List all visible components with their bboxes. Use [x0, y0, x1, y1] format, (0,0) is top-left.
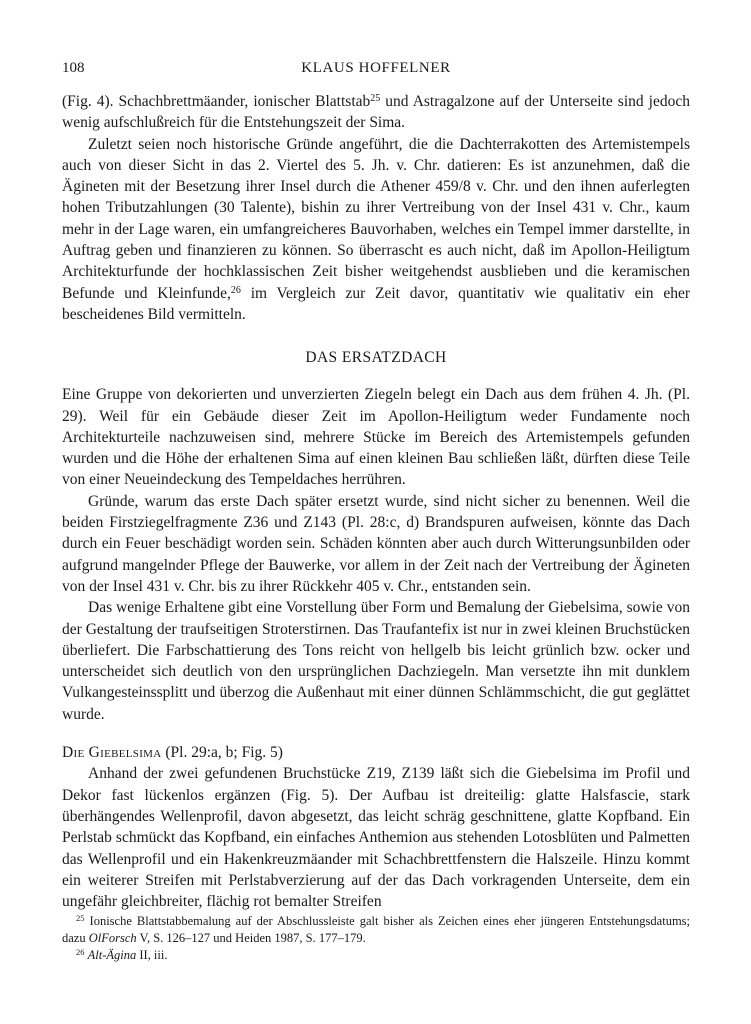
paragraph-reasons: Gründe, warum das erste Dach später ersetzt wurde, sind nicht sicher zu benennen. Weil die beiden Firstziegelfragmente Z36 und Z143 (Pl. 28:c, d) Brandspuren aufweisen, könnte das Dach durch ein Feuer beschädigt worden sein. Schäden könnten aber auch durch Witterungsunbilden oder aufgrund mangelnder Pflege der Bauwerke, vor allem in der Zeit nach der Vertreibung der Ägineten von der Insel 431 v. Chr. bis zu ihrer Rückkehr 405 v. Chr., entstanden sein.	[62, 492, 690, 595]
footnote-text: II, iii.	[136, 948, 168, 962]
footnote-number: 26	[76, 947, 85, 957]
paragraph-historical-reasons	[62, 134, 690, 326]
running-header	[62, 60, 690, 80]
footnote-italic: Alt-Ägina	[87, 948, 137, 962]
page-number: 108	[62, 60, 85, 76]
footnote-number: 25	[76, 913, 85, 923]
footnotes	[62, 913, 690, 964]
subsection-ref: (Pl. 29:a, b; Fig. 5)	[161, 744, 283, 762]
text-run: und Astragalzone auf der Unterseite sind jedoch wenig aufschlußreich für die Entstehungszeit der Sima.	[62, 93, 690, 132]
running-head-author: KLAUS HOFFELNER	[301, 60, 451, 76]
footnote-text: V, S. 126–127 und Heiden 1987, S. 177–179.	[136, 931, 366, 945]
footnote-26	[62, 947, 690, 964]
footnote-ref-25[interactable]: 25	[370, 93, 381, 104]
subsection-title: Die Giebelsima	[62, 744, 162, 762]
paragraph-continued	[62, 91, 690, 134]
footnote-italic: OlForsch	[88, 931, 137, 945]
paragraph-description: Das wenige Erhaltene gibt eine Vorstellung über Form und Bemalung der Giebelsima, sowie von der Gestaltung der traufseitigen Stroterstirnen. Das Traufantefix ist nur in zwei kleinen Bruchstücken überliefert. Die Farbschattierung des Tons reicht von hellgelb bis leicht grünlich bzw. ocker und unterscheidet sich deutlich von den ursprünglichen Dachziegeln. Man versetzte ihn mit dunklem Vulkangesteinssplitt und überzog die Außenhaut mit einer dünnen Schlämmschicht, die gut geglättet wurde.	[62, 599, 690, 723]
footnote-25	[62, 913, 690, 947]
footnote-text: Ionische Blattstabbemalung auf der Abschlussleiste galt bisher als Zeichen eines eher jüngeren Entstehungsdatums; dazu	[62, 914, 690, 945]
paragraph-giebelsima: Anhand der zwei gefundenen Bruchstücke Z19, Z139 läßt sich die Giebelsima im Profil und Dekor fast lückenlos ergänzen (Fig. 5). Der Aufbau ist dreiteilig: glatte Halsfascie, stark überhängendes Wellenprofil, davon abgesetzt, das leicht schräg geschnittene, glatte Kopfband. Ein Perlstab schmückt das Kopfband, ein einfaches Anthemion aus stehenden Lotosblüten und Palmetten das Wellenprofil und ein Hakenkreuzmäander mit Schachbrettfenstern die Halszeile. Hinzu kommt ein weiterer Streifen mit Perlstabverzierung auf der das Dach vorkragenden Unterseite, dem ein ungefähr gleichbreiter, flächig rot bemalter Streifen	[62, 765, 690, 911]
section-heading: DAS ERSATZDACH	[305, 349, 447, 367]
paragraph-intro: Eine Gruppe von dekorierten und unverzierten Ziegeln belegt ein Dach aus dem frühen 4. Jh. (Pl. 29). Weil für ein Gebäude dieser Zeit im Apollon-Heiligtum weder Fundamente noch Architekturteile nachzuweisen sind, mehrere Stücke im Bereich des Artemistempels gefunden wurden und die Höhe der erhaltenen Sima auf einen kleinen Bau schließen läßt, dürften diese Teile von einer Neueindeckung des Tempeldaches herrühren.	[62, 386, 690, 489]
footnote-ref-26[interactable]: 26	[230, 284, 241, 296]
subsection-heading	[62, 742, 690, 763]
text-run: Zuletzt seien noch historische Gründe angeführt, die die Dachterrakotten des Artemistempels auch von dieser Sicht in das 2. Viertel des 5. Jh. v. Chr. datieren: Es ist anzunehmen, daß die Ägineten mit der Besetzung ihrer Insel durch die Athener 459/8 v. Chr. und den ihnen auferlegten hohen Tributzahlungen (30 Talente), bishin zu ihrer Vertreibung von der Insel 431 v. Chr., kaum mehr in der Lage waren, ein umfangreicheres Bauvorhaben, welches ein Tempel immer darstellte, in Auftrag geben und finanzieren zu können. So überrascht es auch nicht, daß im Apollon-Heiligtum Architekturfunde der hochklassischen Zeit bisher weitgehendst ausblieben und die keramischen Befunde und Kleinfunde,	[62, 135, 690, 302]
text-run: (Fig. 4). Schachbrettmäander, ionischer Blattstab	[62, 93, 371, 110]
main-text	[62, 91, 690, 912]
text-run: im Vergleich zur Zeit davor, quantitativ wie qualitativ ein eher bescheidenes Bild vermitteln.	[62, 284, 690, 323]
